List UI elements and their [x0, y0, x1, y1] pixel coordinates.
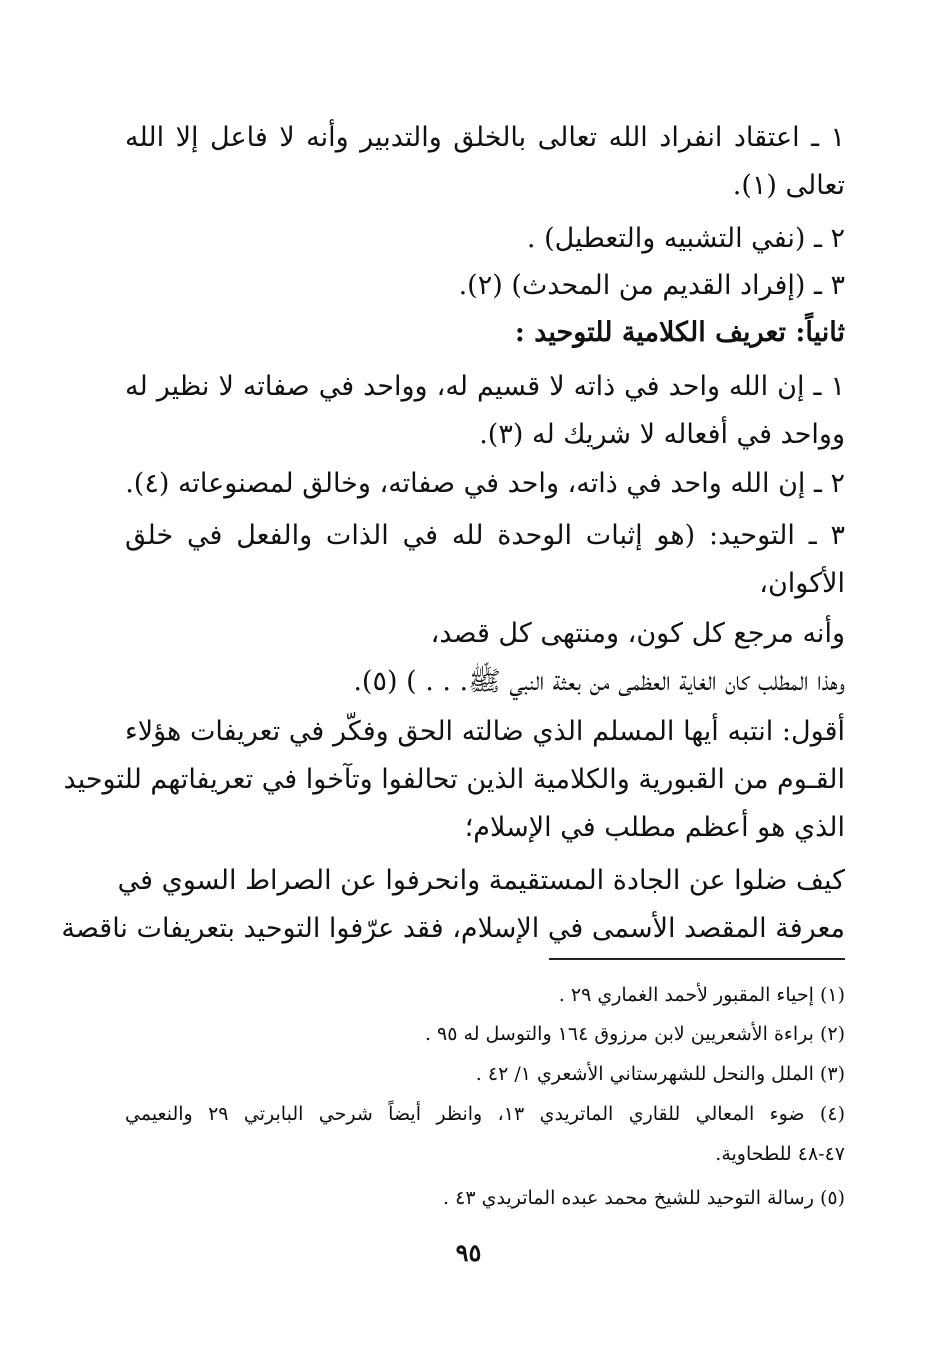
- body-line-11: وأنه مرجع كل كون، ومنتهى كل قصد،: [430, 618, 845, 649]
- body-line-4: ٣ ـ (إفراد القديم من المحدث) (٢).: [458, 270, 845, 301]
- body-line-8: ٢ ـ إن الله واحد في ذاته، واحد في صفاته، وخالق لمصنوعاته (٤).: [125, 468, 845, 499]
- body-line-1: ١ ـ اعتقاد انفراد الله تعالى بالخلق والتدبير وأنه لا فاعل إلا الله: [125, 122, 845, 153]
- footnote-4: (٤) ضوء المعالي للقاري الماتريدي ١٣، وانظر أيضاً شرحي البابرتي ٢٩ والنعيمي: [125, 1103, 845, 1125]
- body-line-10: الأكوان،: [759, 568, 845, 599]
- body-line-14: القـوم من القبورية والكلامية الذين تحالفوا وتآخوا في تعريفاتهم للتوحيد: [63, 764, 845, 795]
- footnote-4-continued: ٤٧-٤٨ للطحاوية.: [715, 1143, 845, 1165]
- footnote-5: (٥) رسالة التوحيد للشيخ محمد عبده الماتريدي ٤٣ .: [443, 1187, 845, 1209]
- footnote-1: (١) إحياء المقبور لأحمد الغماري ٢٩ .: [558, 984, 845, 1006]
- body-line-6: ١ ـ إن الله واحد في ذاته لا قسيم له، وواحد في صفاته لا نظير له: [125, 371, 845, 402]
- footnote-3: (٣) الملل والنحل للشهرستاني الأشعري ١/ ٤٢ .: [475, 1063, 845, 1085]
- body-line-7: وواحد في أفعاله لا شريك له (٣).: [479, 419, 845, 450]
- body-line-9: ٣ ـ التوحيد: (هو إثبات الوحدة لله في الذات والفعل في خلق: [125, 520, 845, 551]
- body-line-15: الذي هو أعظم مطلب في الإسلام؛: [464, 812, 845, 843]
- body-line-3: ٢ ـ (نفي التشبيه والتعطيل) .: [526, 223, 845, 254]
- section-heading: ثانياً: تعريف الكلامية للتوحيد :: [514, 317, 845, 348]
- footnote-2: (٢) براءة الأشعريين لابن مرزوق ١٦٤ والتوسل له ٩٥ .: [424, 1023, 845, 1045]
- page-number: ٩٥: [455, 1238, 482, 1267]
- body-line-2: تعالى (١).: [732, 170, 845, 201]
- body-line-12: وهذا المطلب كان الغاية العظمى من بعثة النبي ﷺ. . . ) (٥).: [353, 666, 845, 697]
- body-line-16: كيف ضلوا عن الجادة المستقيمة وانحرفوا عن الصراط السوي في: [117, 865, 845, 896]
- body-line-17: معرفة المقصد الأسمى في الإسلام، فقد عرّفوا التوحيد بتعريفات ناقصة: [61, 913, 845, 944]
- footnote-separator: [549, 958, 845, 960]
- body-line-13: أقول: انتبه أيها المسلم الذي ضالته الحق وفكّر في تعريفات هؤلاء: [125, 716, 845, 747]
